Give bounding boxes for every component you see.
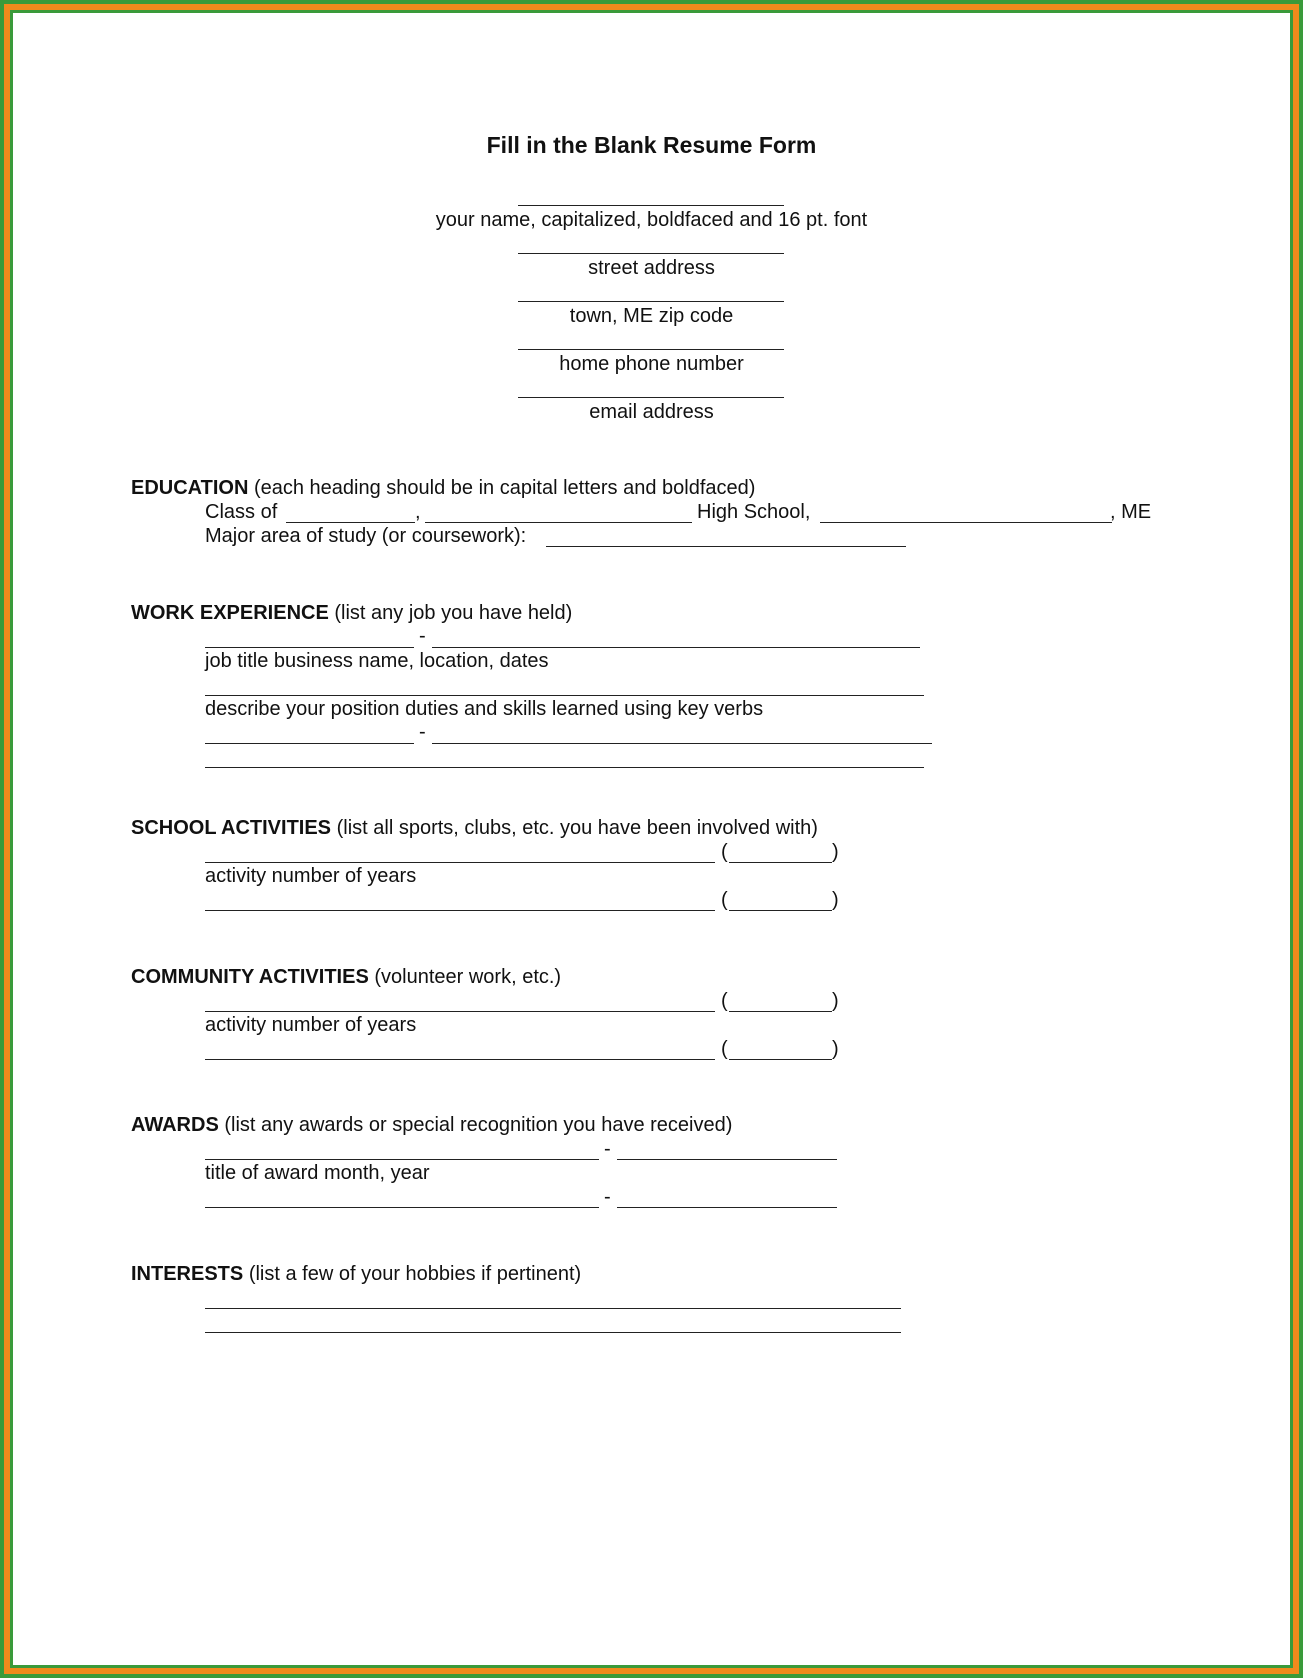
community-paren-close-2: ): [832, 1038, 839, 1060]
major-label: Major area of study (or coursework):: [205, 525, 527, 547]
town-label: town, ME zip code: [569, 305, 734, 327]
community-years-blank-1: [729, 1011, 832, 1012]
school-heading: SCHOOL ACTIVITIES: [131, 817, 332, 839]
community-note: (volunteer work, etc.): [374, 966, 562, 988]
school-activity-blank-1: [205, 862, 715, 863]
interests-note: (list a few of your hobbies if pertinent): [248, 1263, 582, 1285]
job-details-blank-2: [432, 743, 932, 744]
school-activity-blank-2: [205, 910, 715, 911]
school-note: (list all sports, clubs, etc. you have been involved with): [336, 817, 818, 839]
class-of-label: Class of: [205, 501, 278, 523]
school-paren-open-1: (: [721, 841, 728, 863]
awards-dash-1: -: [604, 1138, 611, 1160]
education-heading: EDUCATION: [131, 477, 249, 499]
interests-blank-2: [205, 1332, 901, 1333]
street-label: street address: [588, 257, 715, 279]
award-title-blank-2: [205, 1207, 599, 1208]
town-blank: [518, 301, 784, 302]
job-duties-blank-1: [205, 695, 924, 696]
community-paren-open-1: (: [721, 990, 728, 1012]
community-activity-blank-1: [205, 1011, 715, 1012]
work-heading-line: [131, 601, 572, 625]
school-paren-open-2: (: [721, 889, 728, 911]
school-paren-close-2: ): [832, 889, 839, 911]
award-label: title of award month, year: [205, 1162, 430, 1184]
name-blank: [518, 205, 784, 206]
interests-heading-line: [131, 1262, 581, 1286]
major-blank: [546, 546, 906, 547]
community-heading: COMMUNITY ACTIVITIES: [131, 966, 369, 988]
interests-heading: INTERESTS: [131, 1263, 244, 1285]
phone-label: home phone number: [559, 353, 744, 375]
education-heading-line: [131, 476, 755, 500]
email-blank: [518, 397, 784, 398]
award-date-blank-1: [617, 1159, 837, 1160]
high-school-label: High School,: [697, 501, 811, 523]
email-label: email address: [589, 401, 714, 423]
work-heading: WORK EXPERIENCE: [131, 602, 329, 624]
street-blank: [518, 253, 784, 254]
education-note: (each heading should be in capital letters and boldfaced): [253, 477, 756, 499]
awards-heading: AWARDS: [131, 1114, 219, 1136]
job-title-blank-2: [205, 743, 414, 744]
school-heading-line: [131, 816, 818, 840]
name-label: your name, capitalized, boldfaced and 16 pt. font: [435, 209, 868, 231]
school-years-blank-1: [729, 862, 832, 863]
high-school-name-blank: [425, 522, 692, 523]
community-activity-blank-2: [205, 1059, 715, 1060]
page-title: Fill in the Blank Resume Form: [486, 132, 817, 158]
work-dash-1: -: [419, 625, 426, 647]
job-details-blank-1: [432, 647, 920, 648]
phone-blank: [518, 349, 784, 350]
class-year-blank: [286, 522, 415, 523]
awards-heading-line: [131, 1113, 732, 1137]
work-dash-2: -: [419, 721, 426, 743]
award-date-blank-2: [617, 1207, 837, 1208]
state-label: , ME: [1110, 501, 1152, 523]
community-years-blank-2: [729, 1059, 832, 1060]
school-paren-close-1: ): [832, 841, 839, 863]
job-duties-label: describe your position duties and skills learned using key verbs: [205, 698, 764, 720]
awards-dash-2: -: [604, 1186, 611, 1208]
school-town-blank: [820, 522, 1112, 523]
class-comma: ,: [415, 501, 421, 523]
award-title-blank-1: [205, 1159, 599, 1160]
community-heading-line: [131, 965, 561, 989]
job-title-label: job title business name, location, dates: [205, 650, 549, 672]
school-years-blank-2: [729, 910, 832, 911]
community-activity-label: activity number of years: [205, 1014, 417, 1036]
school-activity-label: activity number of years: [205, 865, 417, 887]
job-title-blank-1: [205, 647, 414, 648]
job-duties-blank-2: [205, 767, 924, 768]
work-note: (list any job you have held): [334, 602, 573, 624]
community-paren-open-2: (: [721, 1038, 728, 1060]
interests-blank-1: [205, 1308, 901, 1309]
community-paren-close-1: ): [832, 990, 839, 1012]
awards-note: (list any awards or special recognition you have received): [224, 1114, 733, 1136]
